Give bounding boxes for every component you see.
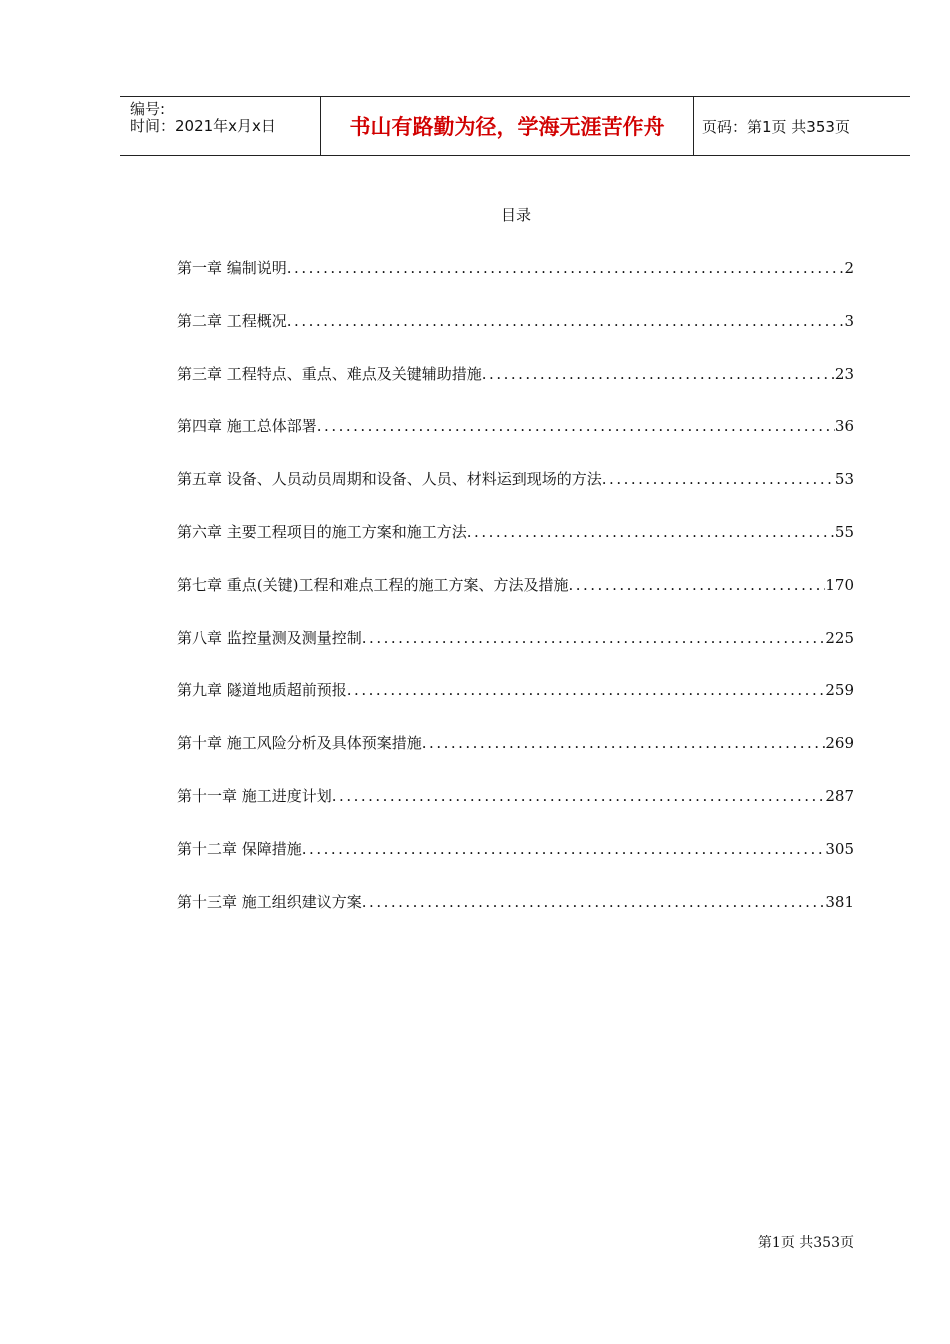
toc-entry[interactable] [177,785,854,838]
toc-entry-page: 36 [834,417,854,436]
toc-entry-page: 23 [834,364,854,383]
toc-entry-page: 225 [825,628,854,647]
toc-leader-dots [332,787,826,805]
toc-entry-label: 第十二章 保障措施 [177,839,302,858]
toc-entry-page: 3 [844,311,854,330]
toc-entry-label: 第四章 施工总体部署 [177,417,317,436]
toc-entry[interactable] [177,679,854,732]
page-header [120,96,910,156]
toc-entry[interactable] [177,415,854,468]
toc-entry[interactable] [177,732,854,785]
toc-entry[interactable] [177,891,854,944]
header-page-code: 页码：第1页 共353页 [702,117,850,136]
toc-entry-page: 381 [825,892,854,911]
toc-leader-dots [568,576,825,594]
toc-leader-dots [317,417,835,435]
toc-leader-dots [287,312,845,330]
table-of-contents [177,257,854,943]
toc-entry-label: 第三章 工程特点、重点、难点及关键辅助措施 [177,364,482,383]
toc-entry[interactable] [177,574,854,627]
toc-entry[interactable] [177,521,854,574]
toc-entry-page: 55 [834,522,854,541]
toc-leader-dots [467,523,835,541]
toc-entry-label: 第十章 施工风险分析及具体预案措施 [177,734,422,753]
header-meta [120,97,321,155]
toc-entry[interactable] [177,310,854,363]
toc-entry-label: 第二章 工程概况 [177,311,287,330]
toc-entry-label: 第十三章 施工组织建议方案 [177,892,362,911]
toc-entry-label: 第七章 重点(关键)工程和难点工程的施工方案、方法及措施 [177,575,569,594]
toc-entry-page: 2 [844,259,854,277]
toc-entry-page: 287 [825,786,854,805]
toc-entry[interactable] [177,257,854,310]
toc-entry[interactable] [177,838,854,891]
header-motto-cell [321,97,694,155]
header-time-label: 时间：2021年x月x日 [130,117,276,135]
toc-entry[interactable] [177,627,854,680]
header-number-label: 编号: [130,100,166,118]
toc-entry[interactable] [177,468,854,521]
toc-entry-page: 259 [825,681,854,700]
toc-entry-page: 53 [834,470,854,489]
toc-leader-dots [287,259,845,277]
toc-entry-label: 第十一章 施工进度计划 [177,786,332,805]
toc-entry-label: 第九章 隧道地质超前预报 [177,681,347,700]
toc-leader-dots [422,734,826,752]
toc-leader-dots [602,470,835,488]
toc-leader-dots [482,365,835,383]
header-motto: 书山有路勤为径，学海无涯苦作舟 [349,115,665,139]
toc-leader-dots [362,629,826,647]
toc-entry[interactable] [177,363,854,416]
toc-entry-page: 170 [825,575,854,594]
toc-entry-label: 第五章 设备、人员动员周期和设备、人员、材料运到现场的方法 [177,470,602,489]
toc-entry-label: 第八章 监控量测及测量控制 [177,628,362,647]
toc-entry-label: 第一章 编制说明 [177,259,287,277]
toc-entry-page: 269 [825,734,854,753]
toc-leader-dots [302,840,826,858]
toc-title: 目录 [500,206,531,224]
toc-entry-label: 第六章 主要工程项目的施工方案和施工方法 [177,522,467,541]
toc-entry-page: 305 [825,839,854,858]
page-footer: 第1页 共353页 [757,1235,854,1251]
toc-leader-dots [347,681,826,699]
toc-leader-dots [362,893,826,911]
